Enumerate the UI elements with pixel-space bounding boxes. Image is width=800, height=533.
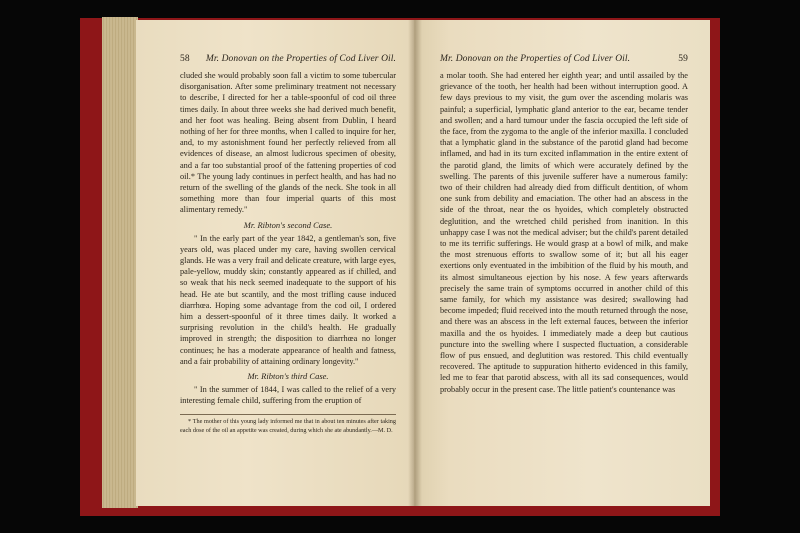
left-paragraph-1: cluded she would probably soon fall a victim to some tubercular disorganisation. After some preliminary treatment not necessary to describe, I directed for her a table-spoonful of cod oil three times daily. In about three weeks she had derived much benefit, and her foot was healing. Being absent from Dublin, I heard nothing of her for three months, when I called to inquire for her, and, to my astonishment found her perfectly relieved from all evidences of disease, an almost ludicrous specimen of obesity, and a far too substantial proof of the fattening properties of cod oil.* The young lady continues in perfect health, and has had no return of the swelling of the glands of the neck. She took in all something more than four imperial quarts of this most alimentary remedy." (180, 71, 396, 215)
right-paragraph-1: a molar tooth. She had entered her eighth year; and until assailed by the grievance of the tooth, her health had been without interruption good. A few days previous to my visit, the gum over the ascending molaris was painful; a superficial, lymphatic gland anterior to the ear, became tender and swollen; and a hard tumour under the fascia occupied the left side of the face, from the zygoma to the angle of the inferior maxilla. I concluded that a lymphatic gland in the substance of the parotid gland had become inflamed, and had in its turn excited inflammation in the entire extent of the parotid gland, the limits of which were accurately defined by the swelling. The parents of this juvenile sufferer have a numerous family: two of their children had already died from difficult dentition, of whom one sunk from debility and emaciation. The other had an abscess in the side of the throat, near the os hyoides, which completely obstructed deglutition, and the wretched child perished from inanition. In this unhappy case I was not the medical adviser; but the child's parent detailed to me its terrific sufferings. He would grasp at a bowl of milk, and make the most strenuous efforts to swallow some of it; but all his eager exertions only eventuated in the imbibition of the fluid by his mouth, and its almost simultaneous ejection by his nose. A few years afterwards precisely the same train of symptoms occurred in another child of this same family, for which my assistance was desired; swallowing had become impeded; fluid received into the mouth returned through the nose, and there was an abscess in the left external fauces, between the inferior maxilla and the os hyoides. I immediately made a deep but cautious puncture into the swelling where I suspected fluctuation, a considerable flow of pus ensued, and deglutition was restored. This child eventually recovered. The aptitude to suppuration hitherto evidenced in this family, led me to fear that parotid abscess, with all its sad consequences, would probably occur in the present case. The little patient's countenance was (440, 71, 688, 394)
left-paragraph-3: " In the summer of 1844, I was called to the relief of a very interesting female child, suffering from the eruption of (180, 385, 396, 406)
left-footnote: * The mother of this young lady informed me that in about ten minutes after taking each dose of the oil an appetite was created, during which she ate abundantly.—M. D. (180, 414, 396, 435)
right-page (414, 20, 710, 506)
left-running-title: Mr. Donovan on the Properties of Cod Liver Oil. (205, 54, 396, 64)
right-running-title: Mr. Donovan on the Properties of Cod Liver Oil. (440, 54, 631, 64)
right-running-head (440, 54, 688, 64)
book-gutter (408, 20, 422, 506)
left-page (136, 20, 414, 506)
right-page-number: 59 (678, 54, 688, 64)
left-page-number: 58 (180, 54, 190, 64)
left-paragraph-2: " In the early part of the year 1842, a gentleman's son, five years old, was placed under my care, having swollen cervical glands. He was a very frail and delicate creature, with large eyes, pale-yellow, muddy skin; constantly appeared as if chilled, and so weak that his neck seemed inadequate to the support of his head. He ate but scantily, and the most trifling cause induced diarrhœa. Hoping some advantage from the cod oil, I ordered him a dessert-spoonful of it three times daily. It worked a surprising revolution in the child's health. He gradually improved in strength; the disposition to diarrhœa no longer continues; he has a moderate appearance of health and fatness, and a fair probability of attaining ordinary longevity." (180, 233, 396, 366)
page-edges (102, 17, 138, 508)
left-heading-second-case: Mr. Ribton's second Case. (243, 219, 333, 230)
left-heading-third-case: Mr. Ribton's third Case. (247, 371, 329, 382)
left-running-head (180, 54, 396, 64)
